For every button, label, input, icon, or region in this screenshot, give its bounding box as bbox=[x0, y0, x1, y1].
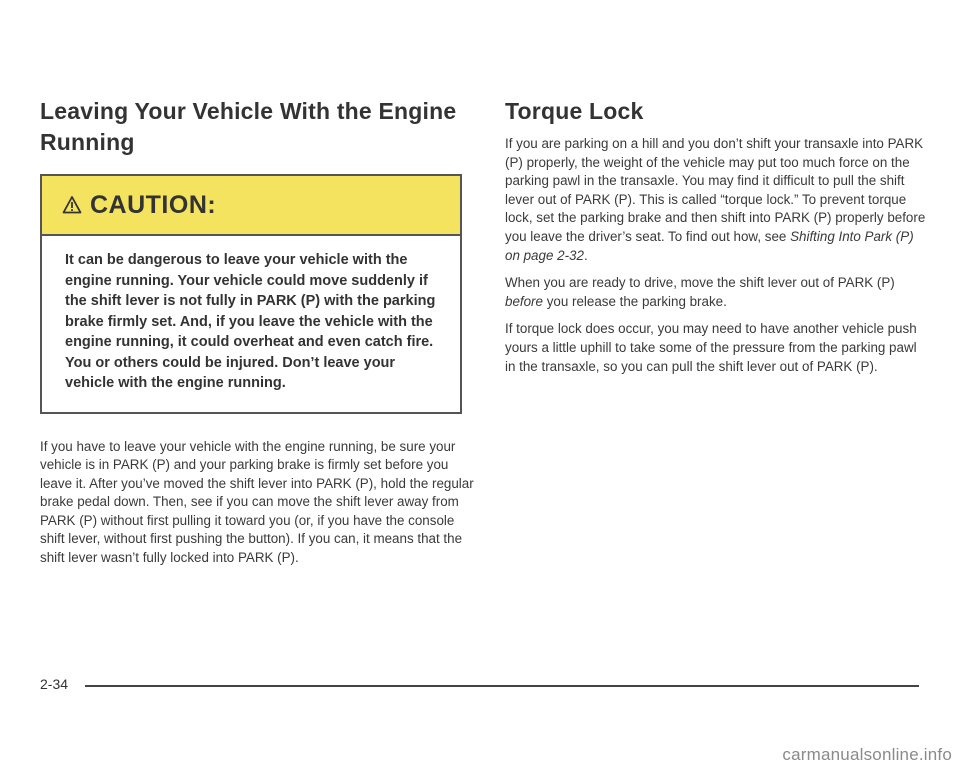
caution-body bbox=[42, 236, 460, 412]
warning-triangle-icon bbox=[62, 195, 82, 215]
watermark: carmanualsonline.info bbox=[782, 745, 952, 764]
torque-lock-paragraph-2 bbox=[505, 274, 930, 311]
caution-header bbox=[42, 176, 460, 236]
footer-rule bbox=[85, 685, 919, 687]
right-column bbox=[505, 96, 930, 376]
paragraph-2-emphasis: before bbox=[505, 293, 543, 309]
section-title-torque-lock: Torque Lock bbox=[505, 98, 644, 124]
paragraph-2-after: you release the parking brake. bbox=[542, 293, 727, 309]
caution-box bbox=[40, 174, 462, 414]
paragraph-2-before: When you are ready to drive, move the shift lever out of PARK (P) bbox=[505, 275, 895, 291]
cross-reference-link[interactable]: Shifting Into Park (P) on page 2-32 bbox=[505, 228, 914, 263]
paragraph-1-text: If you are parking on a hill and you don’t shift your transaxle into PARK (P) properly, the weight of the vehicle may put too much force on the parking pawl in the transaxle. You may find it difficult to pull the shift lever out of PARK (P). This is called “torque lock.” To prevent torque lock, set the parking brake and then shift into PARK (P) properly before you leave the driver’s seat. To find out how, see bbox=[505, 136, 926, 244]
torque-lock-paragraph-3: If torque lock does occur, you may need to have another vehicle push yours a little uphill to take some of the pressure from the parking pawl in the transaxle, so you can pull the shift lever out of PARK (P). bbox=[505, 321, 917, 374]
left-paragraph: If you have to leave your vehicle with the engine running, be sure your vehicle is in PARK (P) and your parking brake is firmly set before you leave it. After you’ve moved the shift lever into PARK (P), hold the regular brake pedal down. Then, see if you can move the shift lever away from PARK (P) without first pulling it toward you (or, if you have the console shift lever, without first pushing the button). If you can, it means that the shift lever wasn’t fully locked into PARK (P). bbox=[40, 438, 474, 566]
caution-text: It can be dangerous to leave your vehicle with the engine running. Your vehicle could move suddenly if the shift lever is not fully in PARK (P) with the parking brake firmly set. And, if you leave the vehicle with the engine running, it could overheat and even catch fire. You or others could be injured. Don’t leave your vehicle with the engine running. bbox=[65, 252, 436, 391]
page-number: 2-34 bbox=[40, 676, 69, 692]
torque-lock-paragraph-1 bbox=[505, 135, 930, 265]
section-title-leaving-vehicle: Leaving Your Vehicle With the Engine Running bbox=[40, 98, 457, 155]
caution-label: CAUTION: bbox=[90, 190, 217, 219]
left-column bbox=[40, 96, 476, 568]
paragraph-1-end: . bbox=[583, 247, 588, 263]
